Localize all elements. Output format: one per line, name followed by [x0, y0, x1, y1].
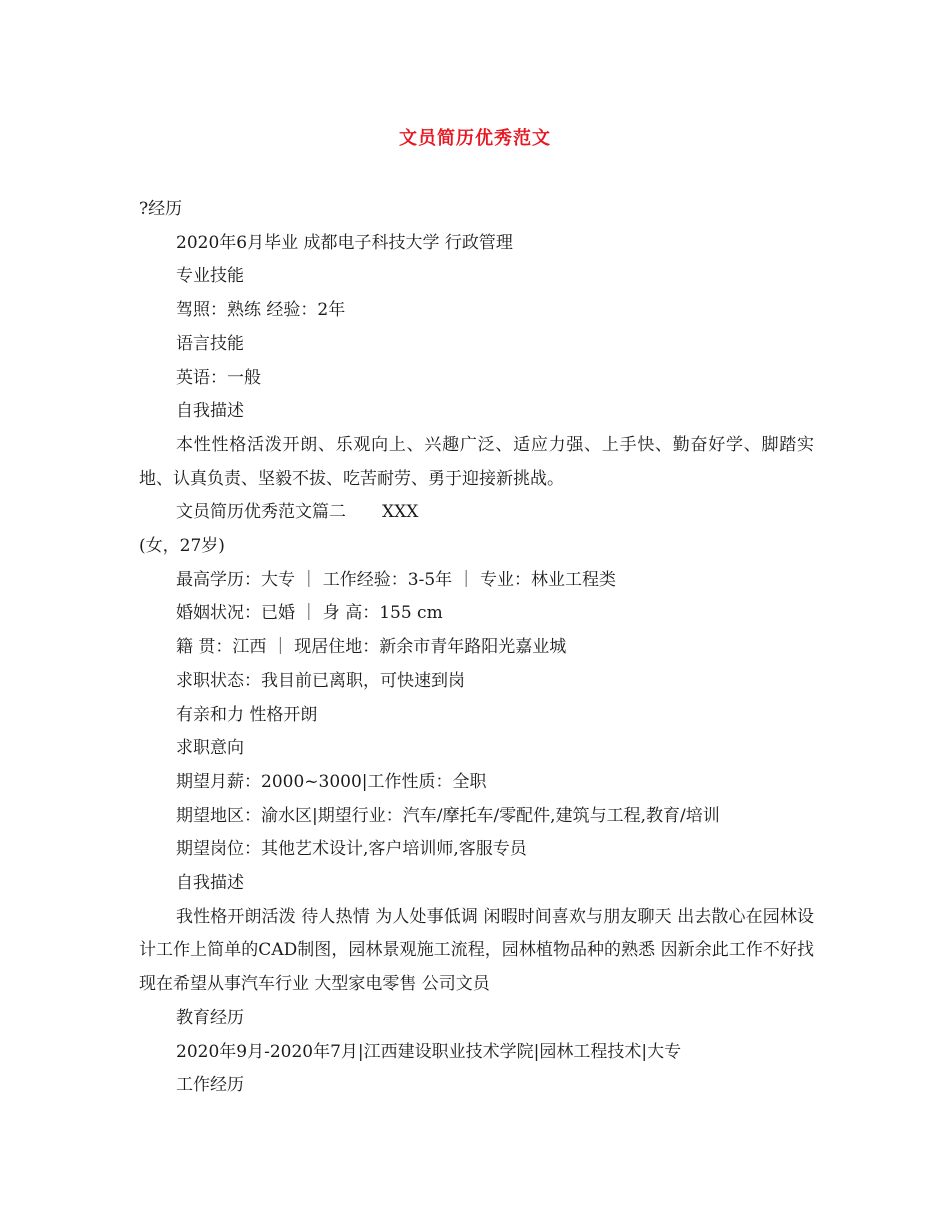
education-history-entry: 2020年9月-2020年7月|江西建设职业技术学院|园林工程技术|大专 [176, 1041, 682, 1062]
job-search-status: 求职状态：我目前已离职，可快速到岗 [176, 670, 465, 691]
english-level: 英语：一般 [176, 367, 261, 388]
personality-tags: 有亲和力 性格开朗 [176, 704, 318, 725]
section-heading-self-description-2: 自我描述 [176, 873, 244, 894]
expected-region-industry: 期望地区：渝水区|期望行业：汽车/摩托车/零配件,建筑与工程,教育/培训 [176, 805, 720, 826]
second-sample-heading [139, 496, 814, 530]
expected-positions: 期望岗位：其他艺术设计,客户培训师,客服专员 [176, 839, 527, 860]
self-description-paragraph-2: 我性格开朗活泼 待人热情 为人处事低调 闲暇时间喜欢与朋友聊天 出去散心在园林设计工作上简单的CAD制图，园林景观施工流程，园林植物品种的熟悉 因新余此工作不好找 现在希望从事汽车行业 大型家电零售 公司文员 [139, 906, 814, 995]
section-heading-self-description: 自我描述 [176, 401, 244, 422]
section-heading-work-history: 工作经历 [176, 1075, 244, 1096]
driving-skill: 驾照：熟练 经验：2年 [176, 300, 346, 321]
document-title: 文员简历优秀范文 [399, 128, 551, 149]
document-body [139, 193, 814, 1103]
second-sample-title: 文员简历优秀范文篇二 [176, 502, 346, 523]
expected-salary: 期望月薪：2000~3000|工作性质：全职 [176, 771, 487, 792]
education-entry: 2020年6月毕业 成都电子科技大学 行政管理 [176, 232, 513, 253]
section-heading-skills: 专业技能 [176, 266, 244, 287]
marital-height: 婚姻状况：已婚 ｜ 身 高：155 cm [176, 603, 443, 624]
candidate-gender-age: (女，27岁) [139, 536, 225, 557]
education-experience-major: 最高学历：大专 ｜ 工作经验：3-5年 ｜ 专业：林业工程类 [176, 569, 616, 590]
section-heading-language: 语言技能 [176, 333, 244, 354]
section-heading-education: 教育经历 [176, 1007, 244, 1028]
section-heading-experience: ?经历 [139, 199, 183, 219]
candidate-name: XXX [382, 502, 419, 523]
hometown-residence: 籍 贯：江西 ｜ 现居住地：新余市青年路阳光嘉业城 [176, 637, 567, 658]
section-heading-job-intention: 求职意向 [176, 738, 244, 759]
self-description-paragraph: 本性性格活泼开朗、乐观向上、兴趣广泛、适应力强、上手快、勤奋好学、脚踏实地、认真负责、坚毅不拔、吃苦耐劳、勇于迎接新挑战。 [139, 434, 814, 489]
